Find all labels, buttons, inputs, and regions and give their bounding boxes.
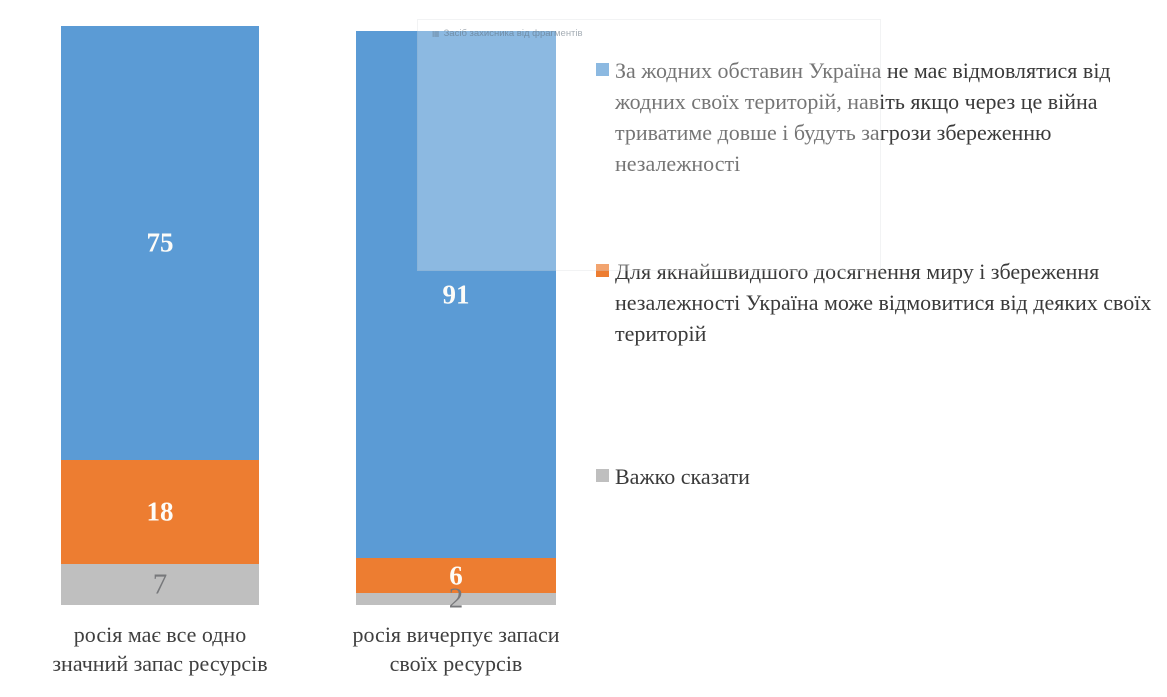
watermark-caption (432, 28, 583, 39)
category-label-resources-depleting (306, 620, 606, 678)
value-label: 18 (146, 496, 174, 527)
category-label-line: росія вичерпує запаси (352, 622, 560, 647)
legend-marker-gray-icon (596, 469, 609, 482)
category-label-line: своїх ресурсів (389, 651, 523, 676)
category-label-line: значний запас ресурсів (52, 651, 268, 676)
bar1-segment-hard-to-say (61, 564, 259, 605)
value-label: 2 (448, 582, 464, 615)
grid-icon: ▦ (432, 29, 440, 38)
bar-stack-resources-remain (61, 26, 259, 605)
value-label: 75 (146, 227, 174, 258)
category-label-line: росія має все одно (73, 622, 247, 647)
legend-label: За жодних обставин Україна не має відмовлятися від жодних своїх територій, навіть якщо через це війна триватиме довше і будуть загрози збереженню незалежності (615, 58, 1111, 176)
value-label: 6 (449, 560, 463, 590)
bar1-segment-no-territory-concessions (61, 26, 259, 460)
bar2-segment-hard-to-say (356, 582, 556, 615)
legend-item-hard-to-say (596, 461, 1152, 492)
paste-preview-artifact (417, 19, 881, 271)
watermark-text: Засіб захисника від фрагментів (443, 28, 583, 39)
legend-label: Важко сказати (615, 464, 750, 489)
legend-label: Для якнайшвидшого досягнення миру і збереження незалежності Україна може відмовитися від деяких своїх територій (615, 259, 1152, 346)
bar1-segment-may-concede-territory (61, 460, 259, 564)
value-label: 91 (442, 279, 470, 309)
value-label: 7 (152, 568, 168, 600)
category-label-resources-remain (10, 620, 310, 678)
